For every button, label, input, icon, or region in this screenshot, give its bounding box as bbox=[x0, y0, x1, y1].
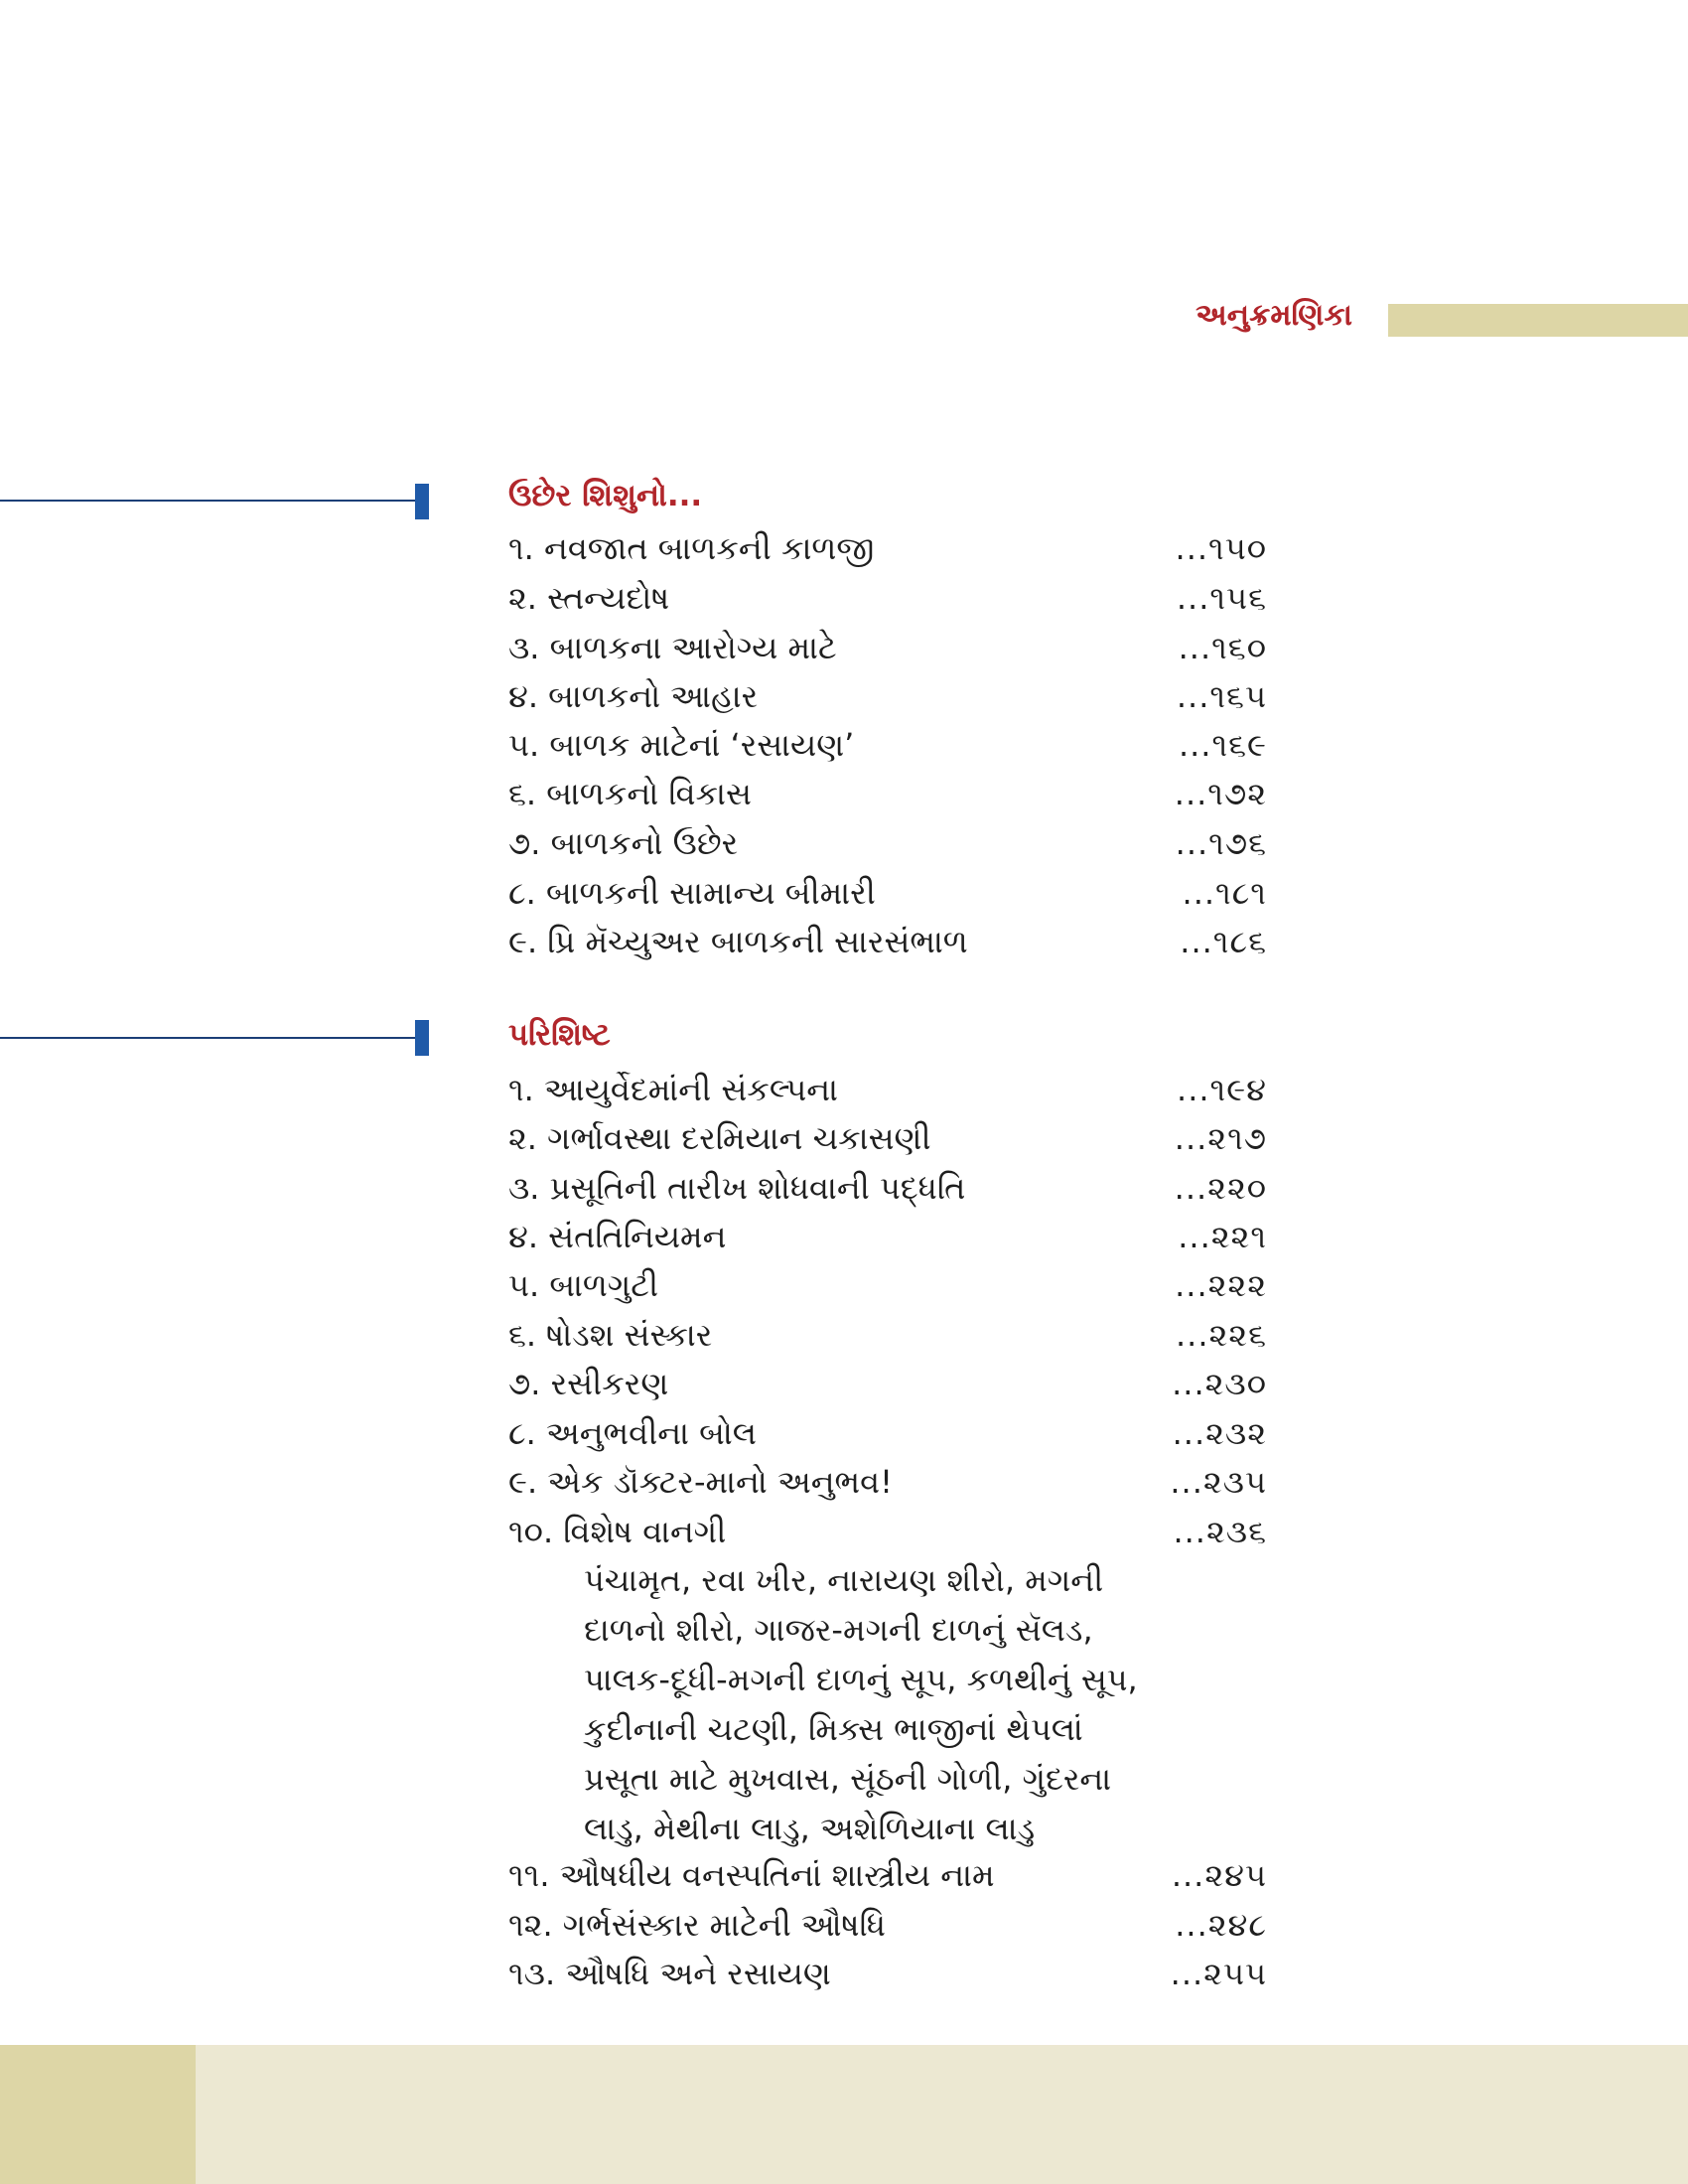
toc-entry-label: ૧૦. વિશેષ વાનગી bbox=[508, 1513, 727, 1550]
toc-entry-label: ૧૩. ઔષધિ અને રસાયણ bbox=[508, 1955, 831, 1992]
toc-entry-label: ૭. બાળકનો ઉછેર bbox=[508, 824, 739, 862]
toc-entry-label: ૩. પ્રસૂતિની તારીખ શોધવાની પદ્ધતિ bbox=[508, 1169, 966, 1207]
toc-entry bbox=[508, 721, 1273, 770]
toc-entry-label: ૬. બાળકનો વિકાસ bbox=[508, 775, 752, 812]
recipe-line: કુદીનાની ચટણી, મિક્સ ભાજીનાં થેપલાં bbox=[584, 1710, 1083, 1748]
toc-entry bbox=[508, 1114, 1273, 1163]
toc-entry-page: ...૨૧૭ bbox=[1174, 1119, 1267, 1157]
toc-entry-label: ૬. ષોડશ સંસ્કાર bbox=[508, 1316, 713, 1354]
toc-entry-page: ...૨૫૫ bbox=[1170, 1955, 1267, 1992]
footer-band bbox=[0, 2045, 1688, 2184]
toc-entry-label: ૯. પ્રિ મૅચ્યુઅર બાળકની સારસંભાળ bbox=[508, 923, 968, 960]
toc-entry bbox=[508, 1901, 1273, 1950]
section-rule bbox=[0, 500, 417, 502]
toc-entry-label: ૫. બાળગુટી bbox=[508, 1266, 659, 1304]
header-band bbox=[1388, 304, 1688, 337]
toc-entry-page: ...૨૨૦ bbox=[1174, 1169, 1267, 1207]
toc-entry-page: ...૧૭૬ bbox=[1175, 824, 1267, 862]
toc-entry bbox=[508, 672, 1273, 721]
toc-entry-page: ...૧૬૯ bbox=[1178, 726, 1267, 764]
toc-entry-label: ૪. સંતતિનિયમન bbox=[508, 1218, 727, 1255]
toc-entry-page: ...૧૬૦ bbox=[1178, 629, 1267, 666]
toc-entry-page: ...૧૮૬ bbox=[1180, 923, 1267, 960]
toc-entry bbox=[508, 624, 1273, 672]
recipe-line: પાલક-દૂધી-મગની દાળનું સૂપ, કળથીનું સૂપ, bbox=[584, 1661, 1138, 1698]
toc-entry-page: ...૨૨૨ bbox=[1175, 1266, 1267, 1304]
toc-entry bbox=[508, 869, 1273, 918]
toc-entry bbox=[508, 1409, 1273, 1458]
recipe-line: લાડુ, મેથીના લાડુ, અશેળિયાના લાડુ bbox=[584, 1810, 1036, 1847]
toc-entry-page: ...૧૫૦ bbox=[1175, 529, 1267, 567]
toc-entry bbox=[508, 1360, 1273, 1408]
toc-entry-page: ...૨૪૮ bbox=[1175, 1906, 1267, 1944]
recipe-line: પંચામૃત, રવા ખીર, નારાયણ શીરો, મગની bbox=[584, 1561, 1104, 1599]
section-marker bbox=[415, 484, 429, 519]
toc-entry bbox=[508, 819, 1273, 868]
footer-block bbox=[0, 2045, 196, 2184]
recipe-line: પ્રસૂતા માટે મુખવાસ, સૂંઠની ગોળી, ગુંદરના bbox=[584, 1760, 1112, 1798]
toc-entry-label: ૧. નવજાત બાળકની કાળજી bbox=[508, 529, 875, 567]
toc-entry-label: ૧૧. ઔષધીય વનસ્પતિનાં શાસ્ત્રીય નામ bbox=[508, 1856, 995, 1894]
toc-entry bbox=[508, 1164, 1273, 1213]
toc-entry-page: ...૨૩૨ bbox=[1172, 1414, 1267, 1452]
recipe-line: દાળનો શીરો, ગાજર-મગની દાળનું સૅલડ, bbox=[584, 1611, 1093, 1649]
toc-entry-label: ૨. સ્તન્યદોષ bbox=[508, 579, 670, 617]
toc-entry-label: ૧૨. ગર્ભસંસ્કાર માટેની ઔષધિ bbox=[508, 1906, 886, 1944]
toc-entry-label: ૯. એક ડૉક્ટર-માનો અનુભવ! bbox=[508, 1463, 893, 1501]
toc-entry-label: ૪. બાળકનો આહાર bbox=[508, 677, 759, 715]
section-marker bbox=[415, 1020, 429, 1056]
toc-entry-page: ...૧૮૧ bbox=[1182, 874, 1267, 912]
toc-entry-page: ...૨૨૬ bbox=[1175, 1316, 1267, 1354]
toc-entry bbox=[508, 574, 1273, 623]
toc-entry-label: ૩. બાળકના આરોગ્ય માટે bbox=[508, 629, 837, 666]
toc-entry-page: ...૧૯૪ bbox=[1177, 1071, 1267, 1108]
toc-entry-page: ...૧૬૫ bbox=[1176, 677, 1267, 715]
toc-entry bbox=[508, 1213, 1273, 1261]
page-title: અનુક્રમણિકા bbox=[1196, 298, 1352, 333]
toc-entry-label: ૮. બાળકની સામાન્ય બીમારી bbox=[508, 874, 876, 912]
toc-entry bbox=[508, 1066, 1273, 1114]
toc-entry-label: ૫. બાળક માટેનાં ‘રસાયણ’ bbox=[508, 726, 855, 764]
toc-entry-page: ...૧૫૬ bbox=[1176, 579, 1267, 617]
toc-entry bbox=[508, 770, 1273, 818]
toc-entry bbox=[508, 524, 1273, 573]
toc-entry bbox=[508, 1508, 1273, 1556]
toc-entry-label: ૨. ગર્ભાવસ્થા દરમિયાન ચકાસણી bbox=[508, 1119, 931, 1157]
toc-entry-page: ...૨૩૫ bbox=[1170, 1463, 1267, 1501]
section-title: ઉછેર શિશુનો... bbox=[508, 478, 703, 513]
toc-entry bbox=[508, 1261, 1273, 1310]
toc-entry-page: ...૧૭૨ bbox=[1174, 775, 1267, 812]
toc-entry bbox=[508, 1851, 1273, 1900]
toc-entry-label: ૭. રસીકરણ bbox=[508, 1365, 669, 1402]
toc-entry bbox=[508, 1311, 1273, 1360]
toc-entry-page: ...૨૩૬ bbox=[1173, 1513, 1267, 1550]
toc-entry-page: ...૨૩૦ bbox=[1172, 1365, 1267, 1402]
toc-entry bbox=[508, 918, 1273, 966]
toc-entry bbox=[508, 1950, 1273, 1998]
toc-entry-page: ...૨૨૧ bbox=[1178, 1218, 1267, 1255]
section-rule bbox=[0, 1037, 417, 1039]
section-title: પરિશિષ્ટ bbox=[508, 1017, 611, 1053]
toc-entry-label: ૮. અનુભવીના બોલ bbox=[508, 1414, 757, 1452]
toc-entry-label: ૧. આયુર્વેદમાંની સંકલ્પના bbox=[508, 1071, 838, 1108]
toc-entry-page: ...૨૪૫ bbox=[1171, 1856, 1267, 1894]
toc-entry bbox=[508, 1458, 1273, 1507]
